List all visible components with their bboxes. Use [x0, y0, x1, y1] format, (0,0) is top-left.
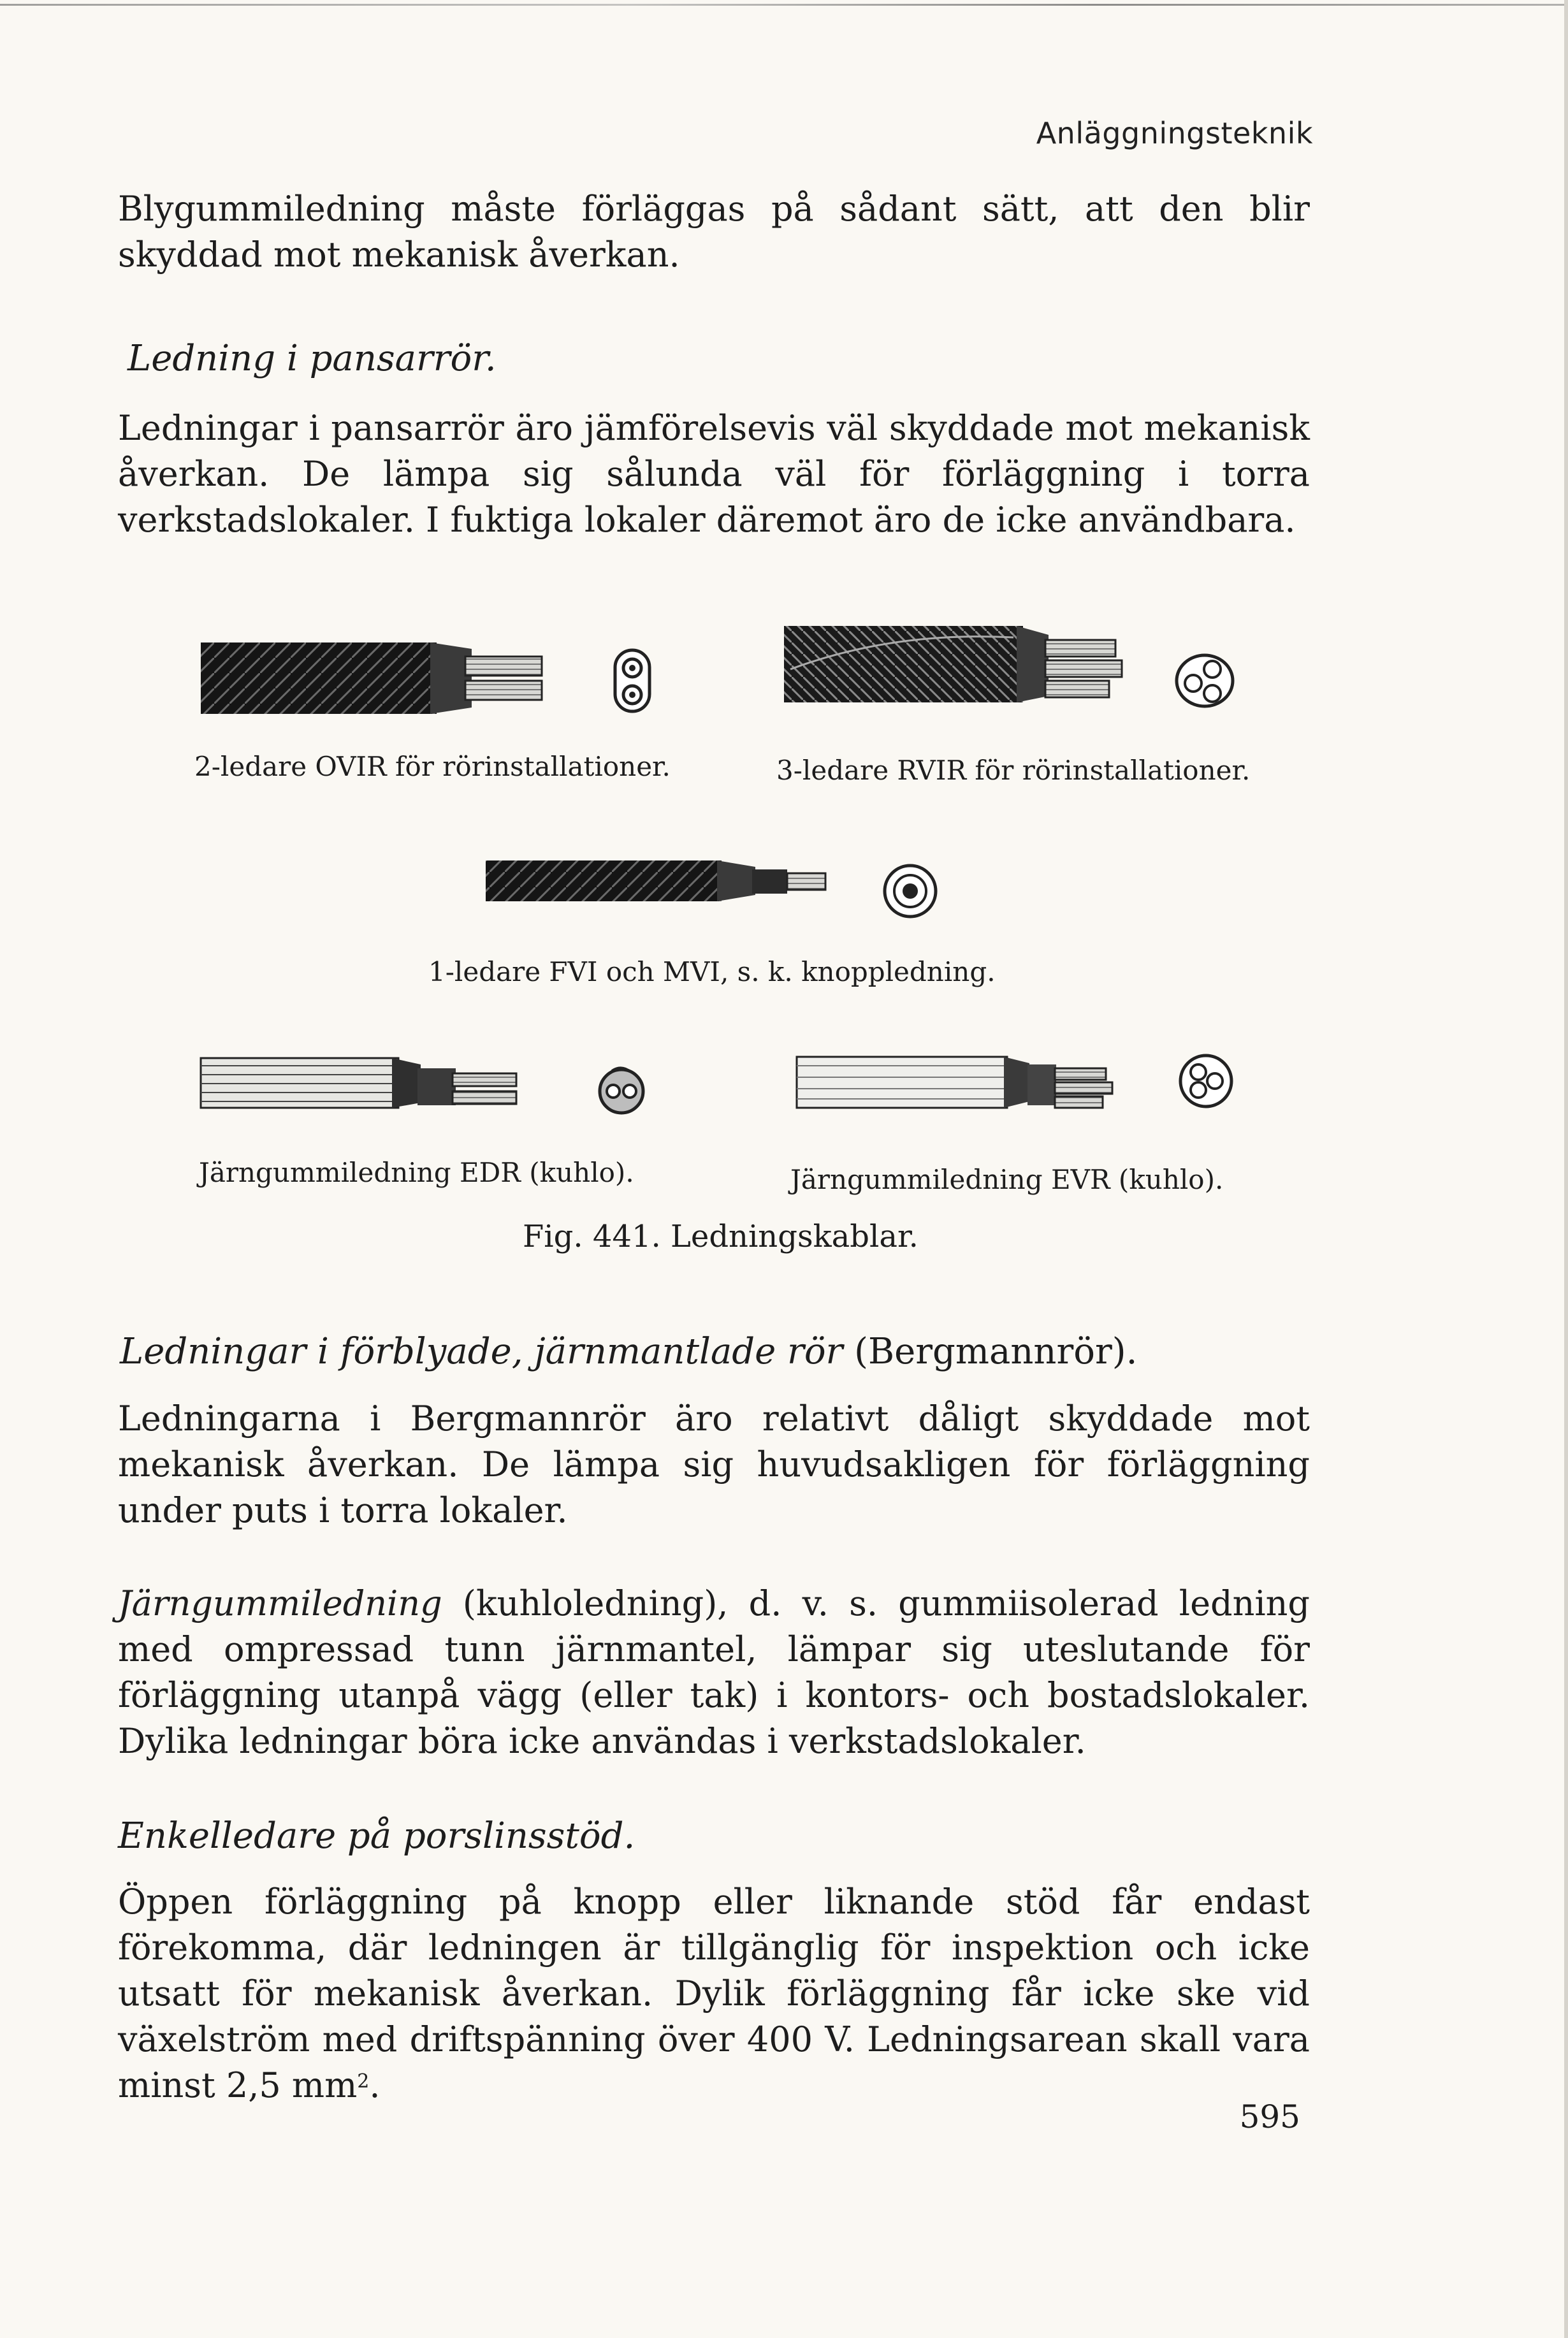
cross-section-ovir-icon [615, 650, 650, 711]
cable-evr-image [797, 1057, 1112, 1108]
figure-title: Fig. 441. Ledningskablar. [523, 1219, 918, 1254]
term-jarngummiledning: Järngummiledning [118, 1583, 442, 1623]
paragraph-jarngummiledning: Järngummiledning (kuhloledning), d. v. s. gummiisolerad ledning med ompressad tunn järnmantel, lämpar sig uteslutande för förläggning utanpå vägg (eller tak) i kontors- och bostadslokaler. Dylika ledningar böra icke användas i verkstadslokaler. [118, 1583, 1310, 1761]
caption-edr: Järngummiledning EDR (kuhlo). [199, 1157, 634, 1188]
caption-evr: Järngummiledning EVR (kuhlo). [790, 1164, 1224, 1195]
paragraph-pansarror: Ledningar i pansarrör äro jämförelsevis väl skyddade mot mekanisk åverkan. De lämpa sig sålunda väl för förläggning i torra verkstadslokaler. I fuktiga lokaler däremot äro de icke användbara. [118, 408, 1310, 540]
cable-rvir-image [784, 626, 1122, 702]
cable-ovir-image [201, 643, 542, 714]
cross-section-evr-icon [1180, 1056, 1231, 1107]
paragraph-blygummiledning: Blygummiledning måste förläggas på sådant sätt, att den blir skyddad mot mekanisk åverkan. [118, 189, 1310, 275]
cross-section-rvir-icon [1177, 655, 1233, 706]
caption-fvi: 1-ledare FVI och MVI, s. k. knoppledning. [428, 956, 996, 987]
heading-pansarror: Ledning i pansarrör. [127, 338, 497, 379]
paragraph-bergmannror: Ledningarna i Bergmannrör äro relativt dåligt skyddade mot mekanisk åverkan. De lämpa sig huvudsakligen för förläggning under puts i torra lokaler. [118, 1398, 1310, 1530]
paragraph-porslinsstod: Öppen förläggning på knopp eller liknande stöd får endast förekomma, där ledningen är tillgänglig för inspektion och icke utsatt för mekanisk åverkan. Dylik förläggning får icke ske vid växelström med driftspänning över 400 V. Ledningsarean skall vara minst 2,5 $mm^2$. [118, 1882, 1310, 2105]
running-head: Anläggningsteknik [1036, 116, 1313, 150]
cable-edr-image [201, 1058, 516, 1108]
page-number: 595 [1239, 2098, 1300, 2135]
cross-section-edr-icon [600, 1068, 643, 1113]
caption-rvir: 3-ledare RVIR för rörinstallationer. [776, 755, 1251, 786]
cross-section-fvi-icon [885, 866, 936, 917]
cable-fvi-image [486, 860, 825, 901]
heading-bergmannror: Ledningar i förblyade, järnmantlade rör (Bergmannrör). [120, 1331, 1138, 1372]
caption-ovir: 2-ledare OVIR för rörinstallationer. [194, 751, 671, 782]
heading-porslinsstod: Enkelledare på porslinsstöd. [118, 1815, 635, 1857]
